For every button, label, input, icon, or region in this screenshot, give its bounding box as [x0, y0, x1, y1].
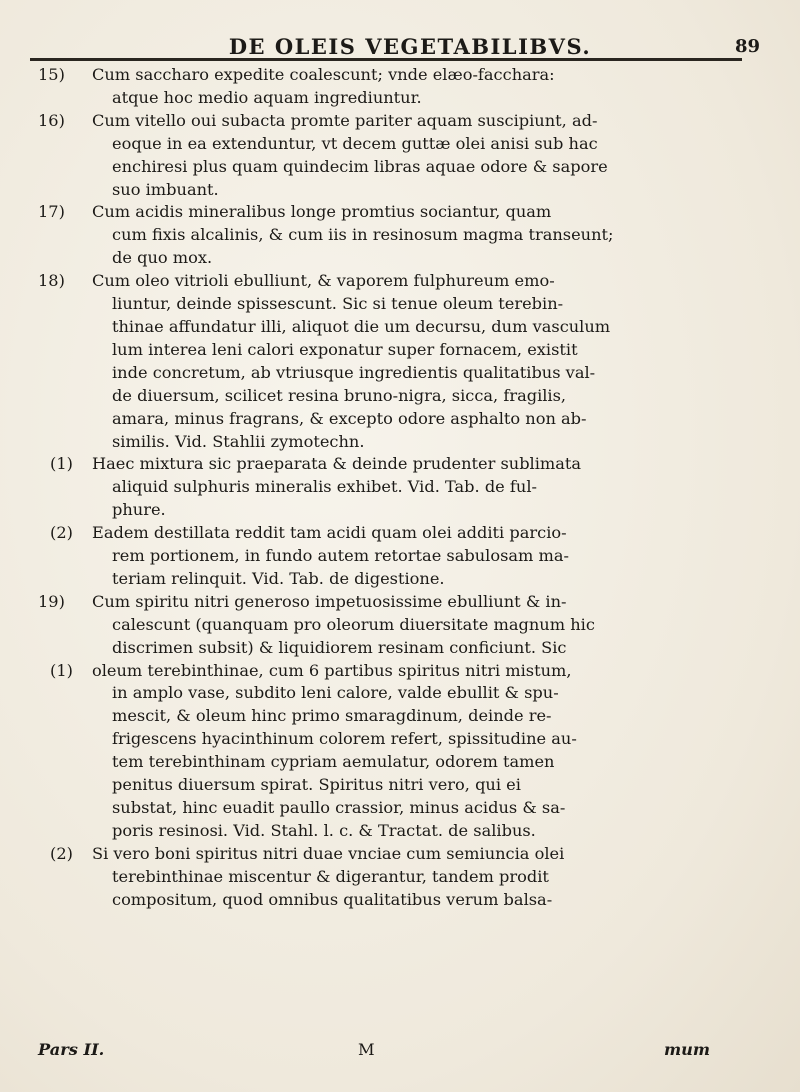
- numbered-paragraph: [38, 64, 750, 110]
- running-title: DE OLEIS VEGETABILIBVS.: [228, 34, 592, 59]
- paragraph-number: (2): [50, 843, 73, 863]
- text-line: lum interea leni calori exponatur super fornacem, existit: [112, 339, 578, 359]
- text-line: similis. Vid. Stahlii zymotechn.: [112, 431, 365, 451]
- text-line: Cum saccharo expedite coalescunt; vnde elæo-facchara:: [92, 65, 555, 84]
- paragraph-number: (1): [50, 454, 73, 474]
- paragraph-number: 19): [38, 591, 65, 611]
- paragraph-number: 18): [38, 271, 65, 291]
- catchword: mum: [663, 1040, 710, 1059]
- paragraph-number: (2): [50, 523, 73, 543]
- text-line: Eadem destillata reddit tam acidi quam olei additi parcio-: [92, 523, 567, 543]
- paragraph-number: (1): [50, 660, 73, 680]
- text-line: amara, minus fragrans, & excepto odore asphalto non ab-: [112, 408, 587, 428]
- text-line: cum fixis alcalinis, & cum iis in resinosum magma transeunt;: [112, 225, 614, 245]
- numbered-paragraph: [38, 201, 750, 270]
- text-line: eoque in ea extenduntur, vt decem guttæ olei anisi sub hac: [112, 133, 598, 153]
- header-rule: [30, 58, 742, 61]
- text-line: tem terebinthinam cypriam aemulatur, odorem tamen: [112, 752, 555, 772]
- sheet-mark: M: [358, 1040, 375, 1059]
- signature-mark: Pars II.: [38, 1040, 105, 1059]
- text-line: thinae affundatur illi, aliquot die um decursu, dum vasculum: [112, 316, 611, 336]
- text-line: Cum oleo vitrioli ebulliunt, & vaporem fulphureum emo-: [92, 271, 555, 291]
- numbered-paragraph: [38, 110, 750, 202]
- text-line: inde concretum, ab vtriusque ingredientis qualitatibus val-: [112, 362, 596, 382]
- text-line: phure.: [112, 500, 166, 520]
- paragraph-number: 15): [38, 65, 65, 84]
- numbered-paragraph: [38, 591, 750, 660]
- text-line: enchiresi plus quam quindecim libras aquae odore & sapore: [112, 156, 608, 176]
- text-line: de diuersum, scilicet resina bruno-nigra, sicca, fragilis,: [112, 385, 567, 405]
- page-number: 89: [734, 36, 760, 57]
- text-line: Cum acidis mineralibus longe promtius sociantur, quam: [92, 202, 552, 222]
- text-line: aliquid sulphuris mineralis exhibet. Vid. Tab. de ful-: [112, 477, 537, 497]
- text-line: Si vero boni spiritus nitri duae vnciae cum semiuncia olei: [92, 843, 565, 863]
- text-line: Cum vitello oui subacta promte pariter aquam suscipiunt, ad-: [92, 110, 598, 130]
- sub-paragraph: [38, 660, 750, 843]
- text-line: terebinthinae miscentur & digerantur, tandem prodit: [112, 866, 549, 886]
- text-line: Haec mixtura sic praeparata & deinde prudenter sublimata: [92, 454, 582, 474]
- sub-paragraph: [38, 453, 750, 522]
- sub-paragraph: [38, 843, 750, 912]
- text-line: poris resinosi. Vid. Stahl. l. c. & Tractat. de salibus.: [112, 820, 536, 840]
- text-line: suo imbuant.: [112, 179, 219, 199]
- paragraph-number: 17): [38, 202, 65, 222]
- body-text: [38, 64, 750, 912]
- text-line: Cum spiritu nitri generoso impetuosissime ebulliunt & in-: [92, 591, 567, 611]
- text-line: oleum terebinthinae, cum 6 partibus spiritus nitri mistum,: [92, 660, 572, 680]
- text-line: atque hoc medio aquam ingrediuntur.: [112, 87, 422, 107]
- numbered-paragraph: [38, 270, 750, 453]
- text-line: substat, hinc euadit paullo crassior, minus acidus & sa-: [112, 798, 566, 817]
- paragraph-number: 16): [38, 110, 65, 130]
- text-line: frigescens hyacinthinum colorem refert, spissitudine au-: [112, 729, 577, 749]
- text-line: de quo mox.: [112, 248, 213, 268]
- text-line: rem portionem, in fundo autem retortae sabulosam ma-: [112, 546, 570, 566]
- sub-paragraph: [38, 522, 750, 591]
- text-line: in amplo vase, subdito leni calore, valde ebullit & spu-: [112, 683, 559, 703]
- page-footer: [38, 1040, 750, 1064]
- text-line: liuntur, deinde spissescunt. Sic si tenue oleum terebin-: [112, 294, 564, 314]
- text-line: calescunt (quanquam pro oleorum diuersitate magnum hic: [112, 614, 595, 634]
- text-line: mescit, & oleum hinc primo smaragdinum, deinde re-: [112, 706, 552, 726]
- text-line: penitus diuersum spirat. Spiritus nitri vero, qui ei: [112, 775, 521, 795]
- text-line: compositum, quod omnibus qualitatibus verum balsa-: [112, 889, 553, 909]
- text-line: discrimen subsit) & liquidiorem resinam conficiunt. Sic: [112, 637, 567, 657]
- text-line: teriam relinquit. Vid. Tab. de digestione.: [112, 568, 445, 588]
